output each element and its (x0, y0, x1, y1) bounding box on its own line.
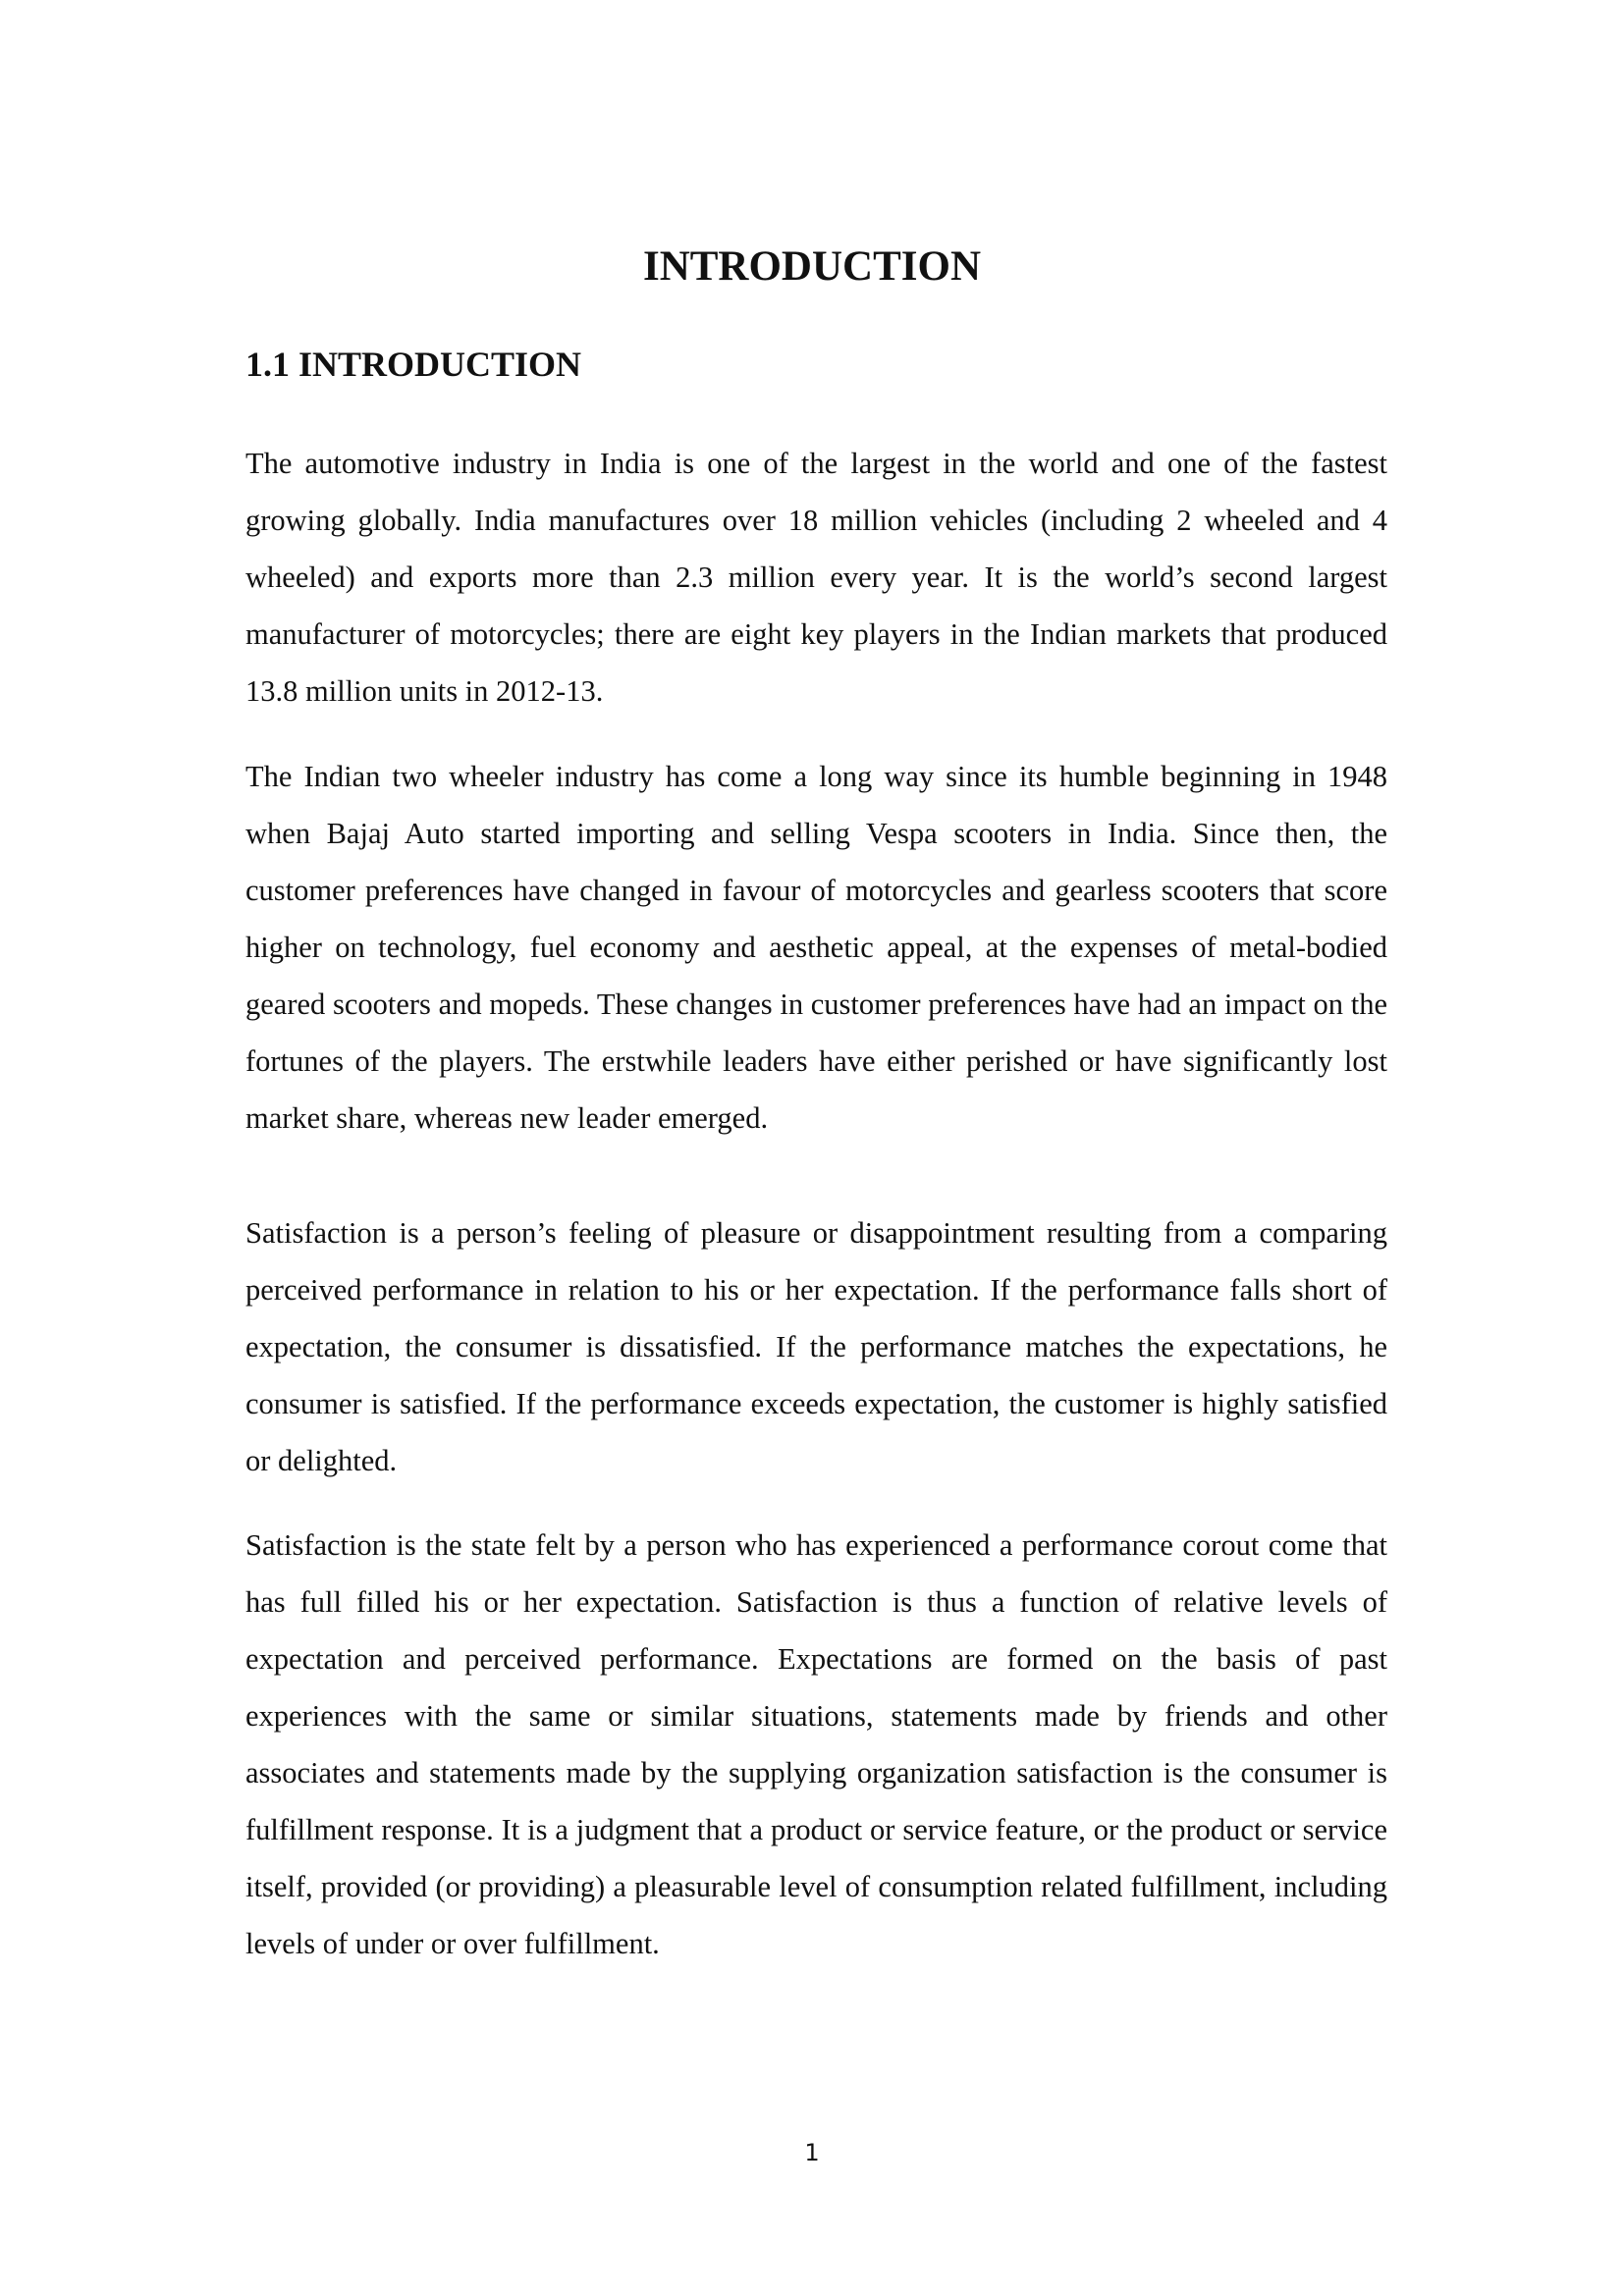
paragraph-satisfaction-state: Satisfaction is the state felt by a person who has experienced a performance corout come that has full filled his or her expectation. Satisfaction is thus a function of relative levels of expectation and perceived performance. Expectations are formed on the basis of past experiences with the same or similar situations, statements made by friends and other associates and statements made by the supplying organization satisfaction is the consumer is fulfillment response. It is a judgment that a product or service feature, or the product or service itself, provided (or providing) a pleasurable level of consumption related fulfillment, including levels of under or over fulfillment. (245, 1528, 1387, 1960)
section-heading: 1.1 INTRODUCTION (245, 345, 582, 384)
paragraph-satisfaction-definition: Satisfaction is a person’s feeling of pleasure or disappointment resulting from a comparing perceived performance in relation to his or her expectation. If the performance falls short of expectation, the consumer is dissatisfied. If the performance matches the expectations, he consumer is satisfied. If the performance exceeds expectation, the customer is highly satisfied or delighted. (245, 1216, 1387, 1477)
page-number: 1 (804, 2139, 820, 2166)
chapter-title: INTRODUCTION (642, 243, 982, 290)
paragraph-automotive-industry: The automotive industry in India is one of the largest in the world and one of the fastest growing globally. India manufactures over 18 million vehicles (including 2 wheeled and 4 wheeled) and exports more than 2.3 million every year. It is the world’s second largest manufacturer of motorcycles; there are eight key players in the Indian markets that produced 13.8 million units in 2012-13. (245, 447, 1387, 708)
paragraph-two-wheeler-industry: The Indian two wheeler industry has come a long way since its humble beginning in 1948 when Bajaj Auto started importing and selling Vespa scooters in India. Since then, the customer preferences have changed in favour of motorcycles and gearless scooters that score higher on technology, fuel economy and aesthetic appeal, at the expenses of metal-bodied geared scooters and mopeds. These changes in customer preferences have had an impact on the fortunes of the players. The erstwhile leaders have either perished or have significantly lost market share, whereas new leader emerged. (245, 760, 1387, 1135)
